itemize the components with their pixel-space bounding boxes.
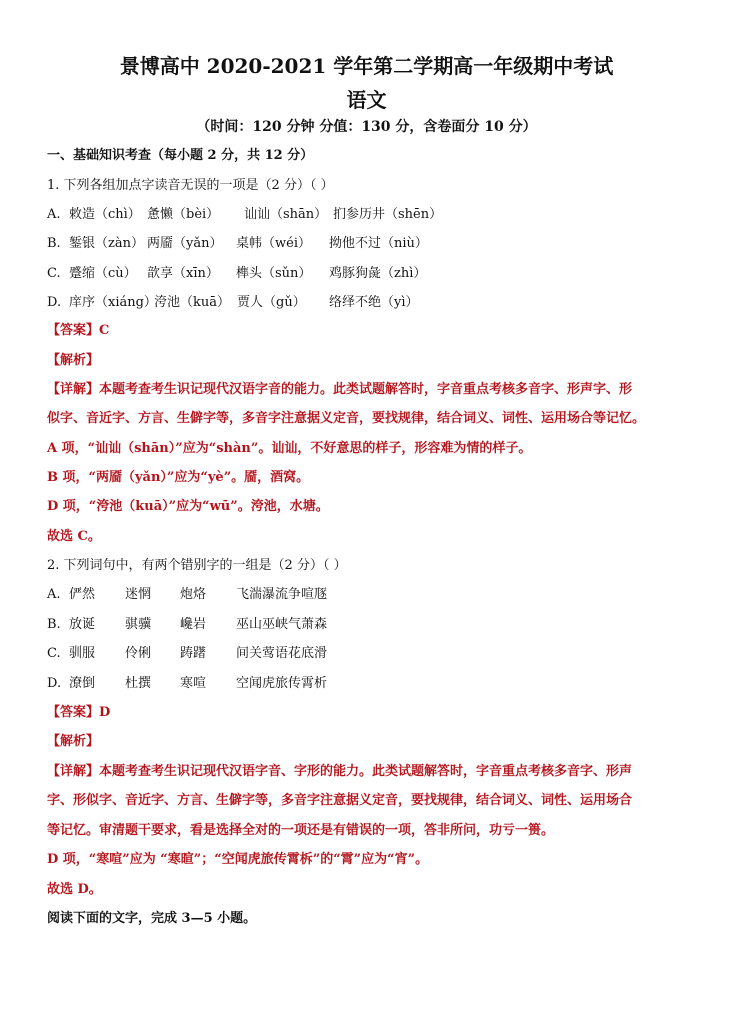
- q1-note-d: D 项，“洿池（kuā）”应为“wū”。洿池，水塘。: [47, 499, 329, 514]
- q2-detail-line: 【详解】本题考查考生识记现代汉语字音、字形的能力。此类试题解答时，字音重点考核多音字、形声: [47, 764, 633, 779]
- q2-note-d: D 项，“寒喧”应为 “寒暄”；“空闻虎旅传霄柝”的“霄”应为“宵”。: [47, 852, 429, 867]
- q1-note-b: B 项，“两靥（yǎn）”应为“yè”。靥，酒窝。: [47, 470, 310, 485]
- reading-prompt: 阅读下面的文字，完成 3—5 小题。: [47, 911, 257, 926]
- q2-detail-line: 等记忆。审清题干要求，看是选择全对的一项还是有错误的一项，答非所问，功亏一篑。: [47, 823, 555, 838]
- exam-info: （时间：120 分钟 分值：130 分，含卷面分 10 分）: [196, 119, 537, 135]
- q1-detail-line: 【详解】本题考查考生识记现代汉语字音的能力。此类试题解答时，字音重点考核多音字、形声字、形: [47, 382, 633, 397]
- exam-title: 景博高中 2020-2021 学年第二学期高一年级期中考试: [119, 54, 614, 78]
- q2-stem: 2. 下列词句中，有两个错别字的一组是（2 分）（ ）: [47, 558, 347, 573]
- q1-answer: 【答案】C: [47, 323, 110, 338]
- q1-analysis-label: 【解析】: [47, 353, 100, 368]
- q1-conclusion: 故选 C。: [47, 529, 101, 544]
- q2-conclusion: 故选 D。: [47, 882, 102, 897]
- q2-detail-line: 字、形似字、音近字、方言、生僻字等，多音字注意据义定音，要找规律，结合词义、词性、运用场合: [47, 793, 633, 808]
- document-page: 景博高中 2020-2021 学年第二学期高一年级期中考试 语文 （时间：120 分钟 分值：130 分，含卷面分 10 分） 一、基础知识考查（每小题 2 分，共 12 分） 1. 下列各组加点字读音无误的一项是（2 分）（ ） A. 敕造（chì） 惫懒（bèi） 讪讪（shān） 扪参历井（shēn） B. 錾银（zàn） 两靥（yǎn） 桌帏（wéi） 拗他不过（niù） C. 蹙缩（cù） 歆享（xīn） 榫头（sǔn） 鸡豚狗彘（zhì） D. 庠序（xiáng） 洿池（kuā） 贾人（gǔ） 络绎不绝（yì） 【答案】C 【解析】 【详解】本题考查考生识记现代汉语字音的能力。此类试题解答时，字音重点考核多音字、形声字、形 似字、音近字、方言、生僻字等，多音字注意据义定音，要找规律，结合词义、词性、运用场合等记忆。 A 项，“讪讪（shān）”应为“shàn”。讪讪，不好意思的样子，形容难为情的样子。 B 项，“两靥（yǎn）”应为“yè”。靥，酒窝。 D 项，“洿池（kuā）”应为“wū”。洿池，水塘。 故选 C。 2. 下列词句中，有两个错别字的一组是（2 分）（ ） A. 俨然 迷惘 炮烙 飞湍瀑流争喧豗 B. 放诞 骐骥 巉岩 巫山巫峡气萧森 C. 驯服 伶俐 踌躇 间关莺语花底滑 D. 潦倒 杜撰 寒喧 空闻虎旅传霄析 【答案】D 【解析】 【详解】本题考查考生识记现代汉语字音、字形的能力。此类试题解答时，字音重点考核多音字、形声 字、形似字、音近字、方言、生僻字等，多音字注意据义定音，要找规律，结合词义、词性、运用场合 等记忆。审清题干要求，看是选择全对的一项还是有错误的一项，答非所问，功亏一篑。 D 项，“寒喧”应为 “寒暄”；“空闻虎旅传霄柝”的“霄”应为“宵”。 故选 D。 阅读下面的文字，完成 3—5 小题。: [0, 0, 733, 1009]
- q2-analysis-label: 【解析】: [47, 734, 100, 749]
- subject-title: 语文: [346, 88, 387, 112]
- q2-answer: 【答案】D: [47, 705, 111, 720]
- section-heading: 一、基础知识考查（每小题 2 分，共 12 分）: [47, 148, 314, 163]
- q1-note-a: A 项，“讪讪（shān）”应为“shàn”。讪讪，不好意思的样子，形容难为情的样子。: [47, 441, 532, 456]
- q1-stem: 1. 下列各组加点字读音无误的一项是（2 分）（ ）: [47, 178, 334, 193]
- q1-detail-line: 似字、音近字、方言、生僻字等，多音字注意据义定音，要找规律，结合词义、词性、运用场合等记忆。: [47, 411, 646, 426]
